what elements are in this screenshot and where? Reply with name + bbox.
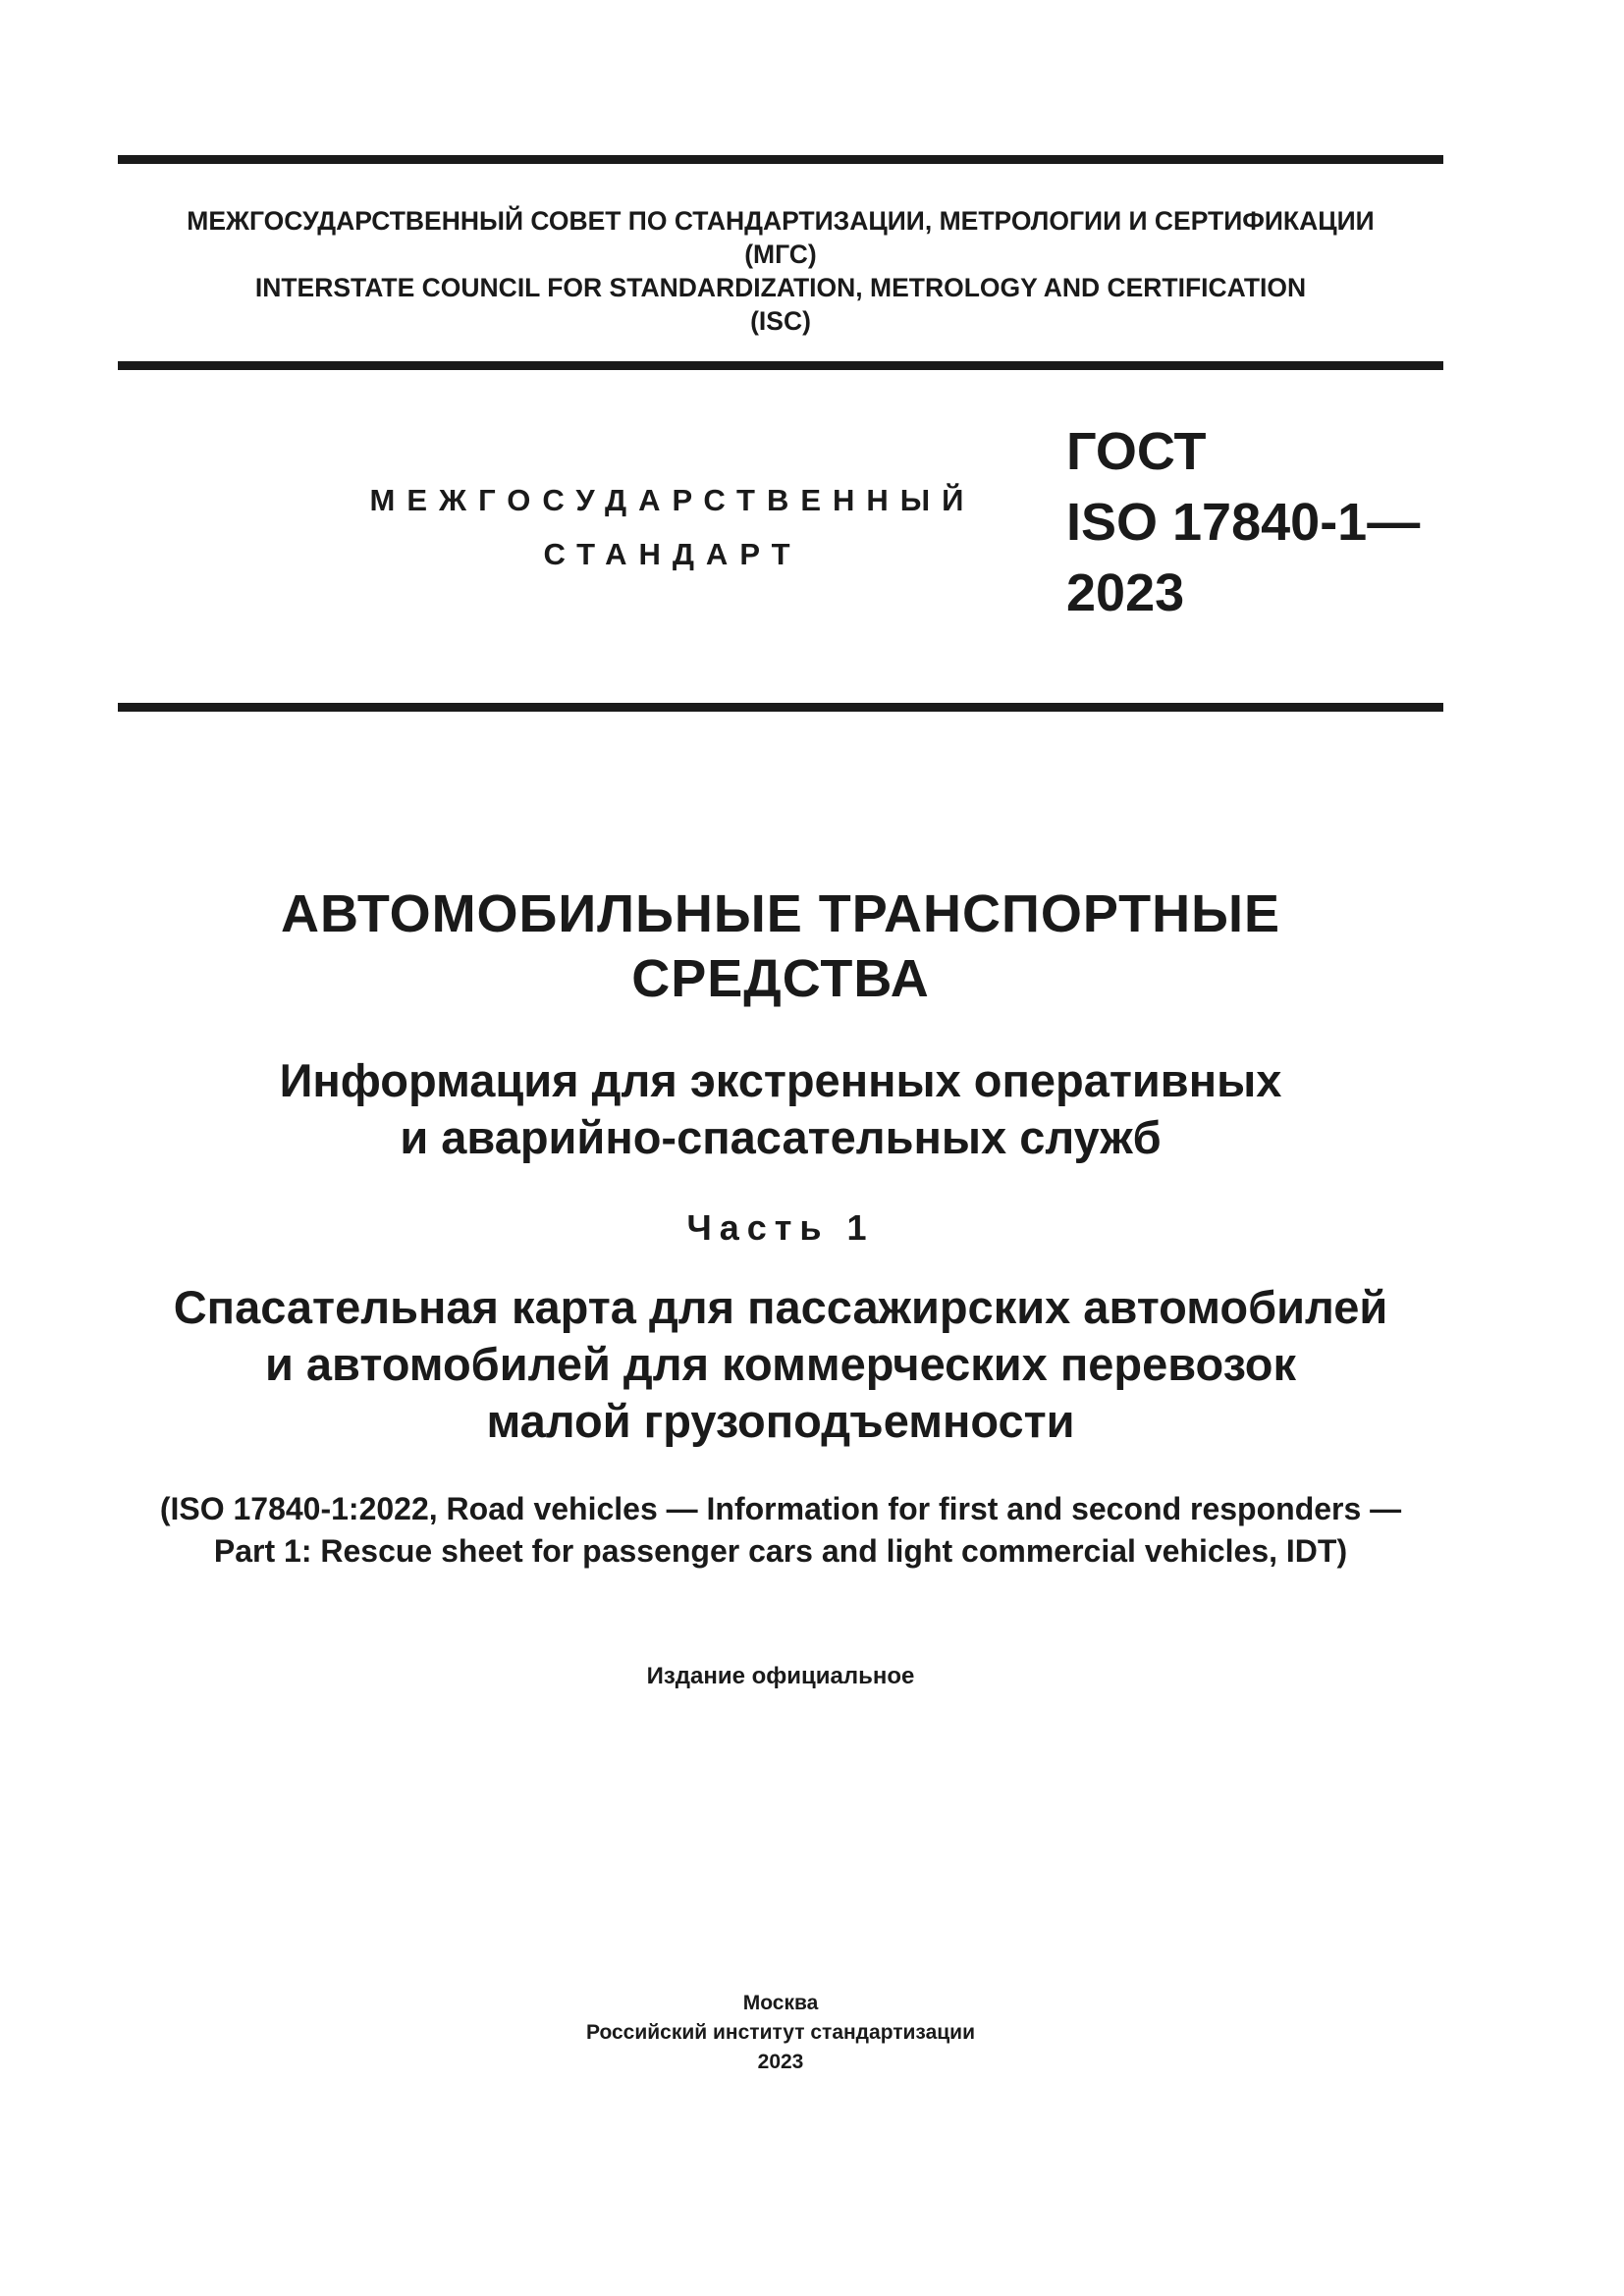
council-abbr-ru: (МГС): [744, 240, 817, 269]
edition-text: Издание официальное: [646, 1663, 915, 1689]
part-title-line-3: малой грузоподъемности: [486, 1395, 1075, 1447]
subtitle-line-2: и аварийно-спасательных служб: [400, 1111, 1162, 1163]
header-rule: [118, 361, 1443, 370]
title-line-2: СРЕДСТВА: [631, 949, 930, 1008]
standard-designation: [1066, 416, 1420, 628]
publisher-city: Москва: [742, 1992, 819, 2014]
part-number: Часть 1: [686, 1207, 875, 1248]
designation-rule: [118, 703, 1443, 712]
designation-line-3: 2023: [1066, 563, 1185, 622]
council-name-en: INTERSTATE COUNCIL FOR STANDARDIZATION, METROLOGY AND CERTIFICATION: [254, 273, 1307, 302]
document-subtitle: [118, 1052, 1443, 1166]
title-line-1: АВТОМОБИЛЬНЫЕ ТРАНСПОРТНЫЕ: [280, 884, 1280, 943]
iso-reference-line-1: (ISO 17840-1:2022, Road vehicles — Information for first and second responders —: [159, 1491, 1402, 1526]
iso-reference-line-2: Part 1: Rescue sheet for passenger cars and light commercial vehicles, IDT): [213, 1533, 1348, 1569]
standard-type-label: [353, 473, 992, 581]
edition-note: [118, 1662, 1443, 1691]
part-title: [118, 1279, 1443, 1450]
standard-type-line-2: СТАНДАРТ: [543, 537, 802, 571]
council-abbr-en: (ISC): [750, 306, 811, 336]
iso-reference: [118, 1488, 1443, 1573]
document-title: [118, 881, 1443, 1011]
top-rule: [118, 155, 1443, 164]
part-label: [118, 1205, 1443, 1251]
council-header: [118, 204, 1443, 338]
council-name-ru: МЕЖГОСУДАРСТВЕННЫЙ СОВЕТ ПО СТАНДАРТИЗАЦИИ, МЕТРОЛОГИИ И СЕРТИФИКАЦИИ: [187, 206, 1375, 236]
subtitle-line-1: Информация для экстренных оперативных: [279, 1054, 1282, 1106]
publisher-block: [118, 1989, 1443, 2077]
designation-line-2: ISO 17840-1—: [1066, 493, 1421, 552]
designation-line-1: ГОСТ: [1066, 422, 1207, 481]
publisher-year: 2023: [757, 2051, 804, 2073]
part-title-line-1: Спасательная карта для пассажирских автомобилей: [173, 1281, 1388, 1333]
standard-type-line-1: МЕЖГОСУДАРСТВЕННЫЙ: [369, 483, 976, 517]
publisher-institute: Российский институт стандартизации: [585, 2021, 976, 2044]
part-title-line-2: и автомобилей для коммерческих перевозок: [264, 1338, 1297, 1390]
